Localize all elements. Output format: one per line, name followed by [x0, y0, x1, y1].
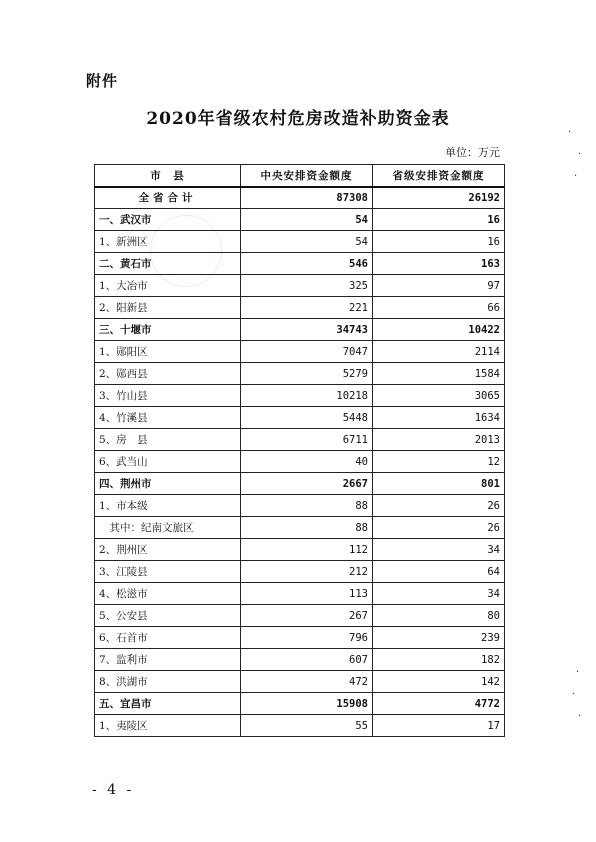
region-name-cell: 8、洪湖市 [95, 671, 241, 693]
table-group-row [95, 693, 505, 715]
central-funds-cell: 113 [241, 583, 373, 605]
table-row [95, 363, 505, 385]
provincial-funds-cell: 1584 [373, 363, 505, 385]
table-body [95, 187, 505, 737]
provincial-funds-cell: 26192 [373, 187, 505, 209]
provincial-funds-cell: 34 [373, 583, 505, 605]
central-funds-cell: 267 [241, 605, 373, 627]
table-row [95, 583, 505, 605]
provincial-funds-cell: 3065 [373, 385, 505, 407]
provincial-funds-cell: 10422 [373, 319, 505, 341]
document-title: 2020年省级农村危房改造补助资金表 [146, 109, 450, 129]
central-funds-cell: 325 [241, 275, 373, 297]
table-row [95, 451, 505, 473]
central-funds-cell: 54 [241, 209, 373, 231]
central-funds-cell: 54 [241, 231, 373, 253]
region-name-cell: 1、大冶市 [95, 275, 241, 297]
provincial-funds-cell: 163 [373, 253, 505, 275]
region-name-cell: 7、监利市 [95, 649, 241, 671]
central-funds-cell: 2667 [241, 473, 373, 495]
region-name-cell: 其中：纪南文旅区 [95, 517, 241, 539]
table-row [95, 539, 505, 561]
unit-label: 单位：万元 [445, 146, 500, 159]
table-row [95, 385, 505, 407]
region-name-cell: 1、市本级 [95, 495, 241, 517]
provincial-funds-cell: 16 [373, 231, 505, 253]
table-row [95, 671, 505, 693]
provincial-funds-cell: 80 [373, 605, 505, 627]
central-funds-cell: 10218 [241, 385, 373, 407]
funds-table [94, 164, 505, 737]
central-funds-cell: 5448 [241, 407, 373, 429]
attachment-label: 附件 [86, 72, 119, 90]
table-row [95, 715, 505, 737]
table-row [95, 517, 505, 539]
central-funds-cell: 6711 [241, 429, 373, 451]
region-name-cell: 3、竹山县 [95, 385, 241, 407]
table-header-row [95, 165, 505, 187]
central-funds-cell: 796 [241, 627, 373, 649]
region-name-cell: 2、郧西县 [95, 363, 241, 385]
central-funds-cell: 15908 [241, 693, 373, 715]
provincial-funds-cell: 801 [373, 473, 505, 495]
table-row [95, 407, 505, 429]
central-funds-cell: 7047 [241, 341, 373, 363]
provincial-funds-cell: 239 [373, 627, 505, 649]
central-funds-cell: 472 [241, 671, 373, 693]
table-row [95, 495, 505, 517]
table-row [95, 341, 505, 363]
region-name-cell: 4、松滋市 [95, 583, 241, 605]
central-funds-cell: 221 [241, 297, 373, 319]
provincial-funds-cell: 4772 [373, 693, 505, 715]
provincial-funds-cell: 66 [373, 297, 505, 319]
header-provincial-funds: 省级安排资金额度 [373, 165, 505, 187]
region-name-cell: 6、武当山 [95, 451, 241, 473]
table-total-row [95, 187, 505, 209]
table-row [95, 231, 505, 253]
provincial-funds-cell: 2114 [373, 341, 505, 363]
region-name-cell: 四、荆州市 [95, 473, 241, 495]
table-row [95, 605, 505, 627]
region-name-cell: 三、十堰市 [95, 319, 241, 341]
region-name-cell: 2、荆州区 [95, 539, 241, 561]
header-region: 市 县 [95, 165, 241, 187]
table-row [95, 275, 505, 297]
provincial-funds-cell: 34 [373, 539, 505, 561]
region-name-cell: 5、房 县 [95, 429, 241, 451]
table-row [95, 627, 505, 649]
table-row [95, 429, 505, 451]
provincial-funds-cell: 2013 [373, 429, 505, 451]
table-group-row [95, 319, 505, 341]
region-name-cell: 5、公安县 [95, 605, 241, 627]
page-number: - 4 - [92, 782, 135, 798]
scan-mark: · [568, 127, 572, 138]
central-funds-cell: 212 [241, 561, 373, 583]
region-name-cell: 全省合计 [95, 187, 241, 209]
region-name-cell: 1、夷陵区 [95, 715, 241, 737]
region-name-cell: 1、郧阳区 [95, 341, 241, 363]
provincial-funds-cell: 182 [373, 649, 505, 671]
scan-mark: · [578, 149, 582, 160]
header-central-funds: 中央安排资金额度 [241, 165, 373, 187]
region-name-cell: 1、新洲区 [95, 231, 241, 253]
provincial-funds-cell: 97 [373, 275, 505, 297]
region-name-cell: 6、石首市 [95, 627, 241, 649]
central-funds-cell: 87308 [241, 187, 373, 209]
table-row [95, 649, 505, 671]
provincial-funds-cell: 16 [373, 209, 505, 231]
provincial-funds-cell: 12 [373, 451, 505, 473]
table-group-row [95, 253, 505, 275]
central-funds-cell: 546 [241, 253, 373, 275]
table-row [95, 297, 505, 319]
provincial-funds-cell: 26 [373, 517, 505, 539]
region-name-cell: 一、武汉市 [95, 209, 241, 231]
region-name-cell: 4、竹溪县 [95, 407, 241, 429]
provincial-funds-cell: 17 [373, 715, 505, 737]
central-funds-cell: 607 [241, 649, 373, 671]
provincial-funds-cell: 64 [373, 561, 505, 583]
central-funds-cell: 112 [241, 539, 373, 561]
scan-mark: · [574, 171, 578, 182]
region-name-cell: 二、黄石市 [95, 253, 241, 275]
central-funds-cell: 40 [241, 451, 373, 473]
table-group-row [95, 473, 505, 495]
central-funds-cell: 55 [241, 715, 373, 737]
scan-mark: · [572, 689, 576, 700]
scan-mark: · [576, 667, 580, 678]
provincial-funds-cell: 1634 [373, 407, 505, 429]
central-funds-cell: 34743 [241, 319, 373, 341]
provincial-funds-cell: 26 [373, 495, 505, 517]
central-funds-cell: 88 [241, 517, 373, 539]
central-funds-cell: 5279 [241, 363, 373, 385]
table-row [95, 561, 505, 583]
region-name-cell: 五、宜昌市 [95, 693, 241, 715]
region-name-cell: 2、阳新县 [95, 297, 241, 319]
provincial-funds-cell: 142 [373, 671, 505, 693]
region-name-cell: 3、江陵县 [95, 561, 241, 583]
scan-mark: · [578, 711, 582, 722]
table-group-row [95, 209, 505, 231]
central-funds-cell: 88 [241, 495, 373, 517]
